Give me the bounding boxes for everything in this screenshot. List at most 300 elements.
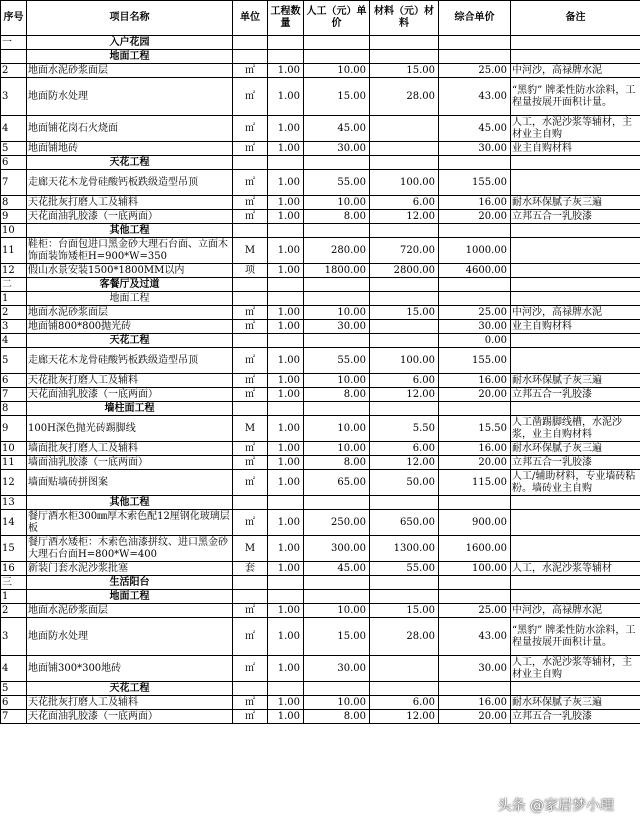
- row-item-name: 地面铺地砖: [27, 142, 233, 156]
- row-labor: [304, 224, 370, 238]
- row-labor: 15.00: [304, 618, 370, 656]
- row-item-name: 天花面油乳胶漆（一底两面）: [27, 710, 233, 724]
- row-unit: ㎡: [233, 618, 268, 656]
- row-material: 12.00: [370, 456, 439, 470]
- row-material: 650.00: [370, 510, 439, 536]
- col-header-material: 材料（元）材料: [370, 1, 439, 36]
- table-row: [1, 306, 640, 320]
- row-price: 16.00: [439, 696, 511, 710]
- row-price: [439, 224, 511, 238]
- row-note: 中河沙，高禄牌水泥: [511, 604, 640, 618]
- table-row: [1, 416, 640, 442]
- row-price: 45.00: [439, 116, 511, 142]
- row-unit: ㎡: [233, 78, 268, 116]
- row-price: 1000.00: [439, 238, 511, 264]
- table-row: [1, 388, 640, 402]
- row-item-name: 新装门套水泥沙浆批塞: [27, 562, 233, 576]
- row-item-name: 走廊天花木龙骨硅酸钙板跌级造型吊顶: [27, 170, 233, 196]
- row-unit: [233, 156, 268, 170]
- row-item-name: 天花批灰打磨人工及辅料: [27, 696, 233, 710]
- row-material: 15.00: [370, 64, 439, 78]
- row-unit: ㎡: [233, 210, 268, 224]
- row-note: [511, 590, 640, 604]
- row-note: [511, 348, 640, 374]
- row-labor: 45.00: [304, 116, 370, 142]
- row-qty: [268, 156, 304, 170]
- section-title: 生活阳台: [27, 576, 233, 590]
- row-qty: 1.00: [268, 348, 304, 374]
- table-row: [1, 710, 640, 724]
- col-header-qty: 工程数量: [268, 1, 304, 36]
- row-qty: 1.00: [268, 442, 304, 456]
- table-body: [1, 36, 640, 724]
- row-note: 立邦五合一乳胶漆: [511, 210, 640, 224]
- row-seq: 7: [1, 710, 27, 724]
- row-unit: [233, 496, 268, 510]
- row-item-name: 餐厅酒水柜300㎜厚木索色配12厘钢化玻璃层板: [27, 510, 233, 536]
- row-unit: [233, 278, 268, 292]
- row-unit: [233, 682, 268, 696]
- group-title: 墙柱面工程: [27, 402, 233, 416]
- row-labor: 10.00: [304, 306, 370, 320]
- row-qty: [268, 402, 304, 416]
- row-item-name: 地面铺300*300地砖: [27, 656, 233, 682]
- row-unit: [233, 590, 268, 604]
- row-seq: 11: [1, 456, 27, 470]
- row-seq: 12: [1, 470, 27, 496]
- row-labor: 10.00: [304, 696, 370, 710]
- row-unit: ㎡: [233, 388, 268, 402]
- table-row: [1, 170, 640, 196]
- row-note: [511, 496, 640, 510]
- row-price: [439, 682, 511, 696]
- row-item-name: 地面铺花岗石火烧面: [27, 116, 233, 142]
- row-unit: ㎡: [233, 374, 268, 388]
- row-qty: 1.00: [268, 456, 304, 470]
- row-seq: 8: [1, 196, 27, 210]
- row-qty: 1.00: [268, 210, 304, 224]
- row-labor: 250.00: [304, 510, 370, 536]
- row-unit: ㎡: [233, 116, 268, 142]
- table-row: [1, 618, 640, 656]
- row-labor: 8.00: [304, 210, 370, 224]
- row-labor: 10.00: [304, 196, 370, 210]
- row-price: 16.00: [439, 442, 511, 456]
- row-seq: 6: [1, 374, 27, 388]
- row-unit: ㎡: [233, 510, 268, 536]
- row-item-name: 地面防水处理: [27, 618, 233, 656]
- row-labor: 30.00: [304, 142, 370, 156]
- row-seq: 二: [1, 278, 27, 292]
- row-note: [511, 334, 640, 348]
- row-seq: 2: [1, 64, 27, 78]
- row-seq: 16: [1, 562, 27, 576]
- row-seq: 5: [1, 142, 27, 156]
- table-row: [1, 536, 640, 562]
- row-price: [439, 402, 511, 416]
- row-qty: 1.00: [268, 170, 304, 196]
- row-price: [439, 590, 511, 604]
- row-unit: ㎡: [233, 196, 268, 210]
- group-title: 其他工程: [27, 496, 233, 510]
- row-seq: 15: [1, 536, 27, 562]
- row-qty: 1.00: [268, 510, 304, 536]
- row-note: 耐水环保腻子灰三遍: [511, 696, 640, 710]
- table-row: [1, 562, 640, 576]
- group-title: 地面工程: [27, 590, 233, 604]
- row-price: 15.50: [439, 416, 511, 442]
- table-row: [1, 510, 640, 536]
- row-qty: 1.00: [268, 142, 304, 156]
- row-qty: 1.00: [268, 320, 304, 334]
- row-seq: 4: [1, 334, 27, 348]
- row-seq: 4: [1, 656, 27, 682]
- row-item-name: 天花面油乳胶漆（一底两面）: [27, 388, 233, 402]
- row-note: 耐水环保腻子灰三遍: [511, 196, 640, 210]
- row-material: [370, 142, 439, 156]
- row-seq: 9: [1, 416, 27, 442]
- row-material: 6.00: [370, 196, 439, 210]
- row-price: 20.00: [439, 210, 511, 224]
- row-labor: [304, 590, 370, 604]
- row-qty: [268, 590, 304, 604]
- row-note: [511, 264, 640, 278]
- row-price: 30.00: [439, 320, 511, 334]
- row-price: [439, 36, 511, 50]
- row-seq: 11: [1, 238, 27, 264]
- col-header-price: 综合单价: [439, 1, 511, 36]
- row-seq: 3: [1, 618, 27, 656]
- row-labor: 15.00: [304, 78, 370, 116]
- row-price: [439, 292, 511, 306]
- row-material: 55.00: [370, 562, 439, 576]
- row-seq: 10: [1, 442, 27, 456]
- row-qty: 1.00: [268, 710, 304, 724]
- row-price: 1600.00: [439, 536, 511, 562]
- row-material: [370, 590, 439, 604]
- col-header-item: 项目名称: [27, 1, 233, 36]
- section-row: [1, 36, 640, 50]
- row-labor: [304, 496, 370, 510]
- row-material: [370, 402, 439, 416]
- row-unit: ㎡: [233, 470, 268, 496]
- row-material: 100.00: [370, 348, 439, 374]
- group-row: [1, 50, 640, 64]
- row-qty: 1.00: [268, 78, 304, 116]
- table-row: [1, 374, 640, 388]
- col-header-seq: 序号: [1, 1, 27, 36]
- row-note: [511, 292, 640, 306]
- row-labor: 10.00: [304, 64, 370, 78]
- row-labor: [304, 36, 370, 50]
- row-note: 业主自购材料: [511, 142, 640, 156]
- row-qty: 1.00: [268, 618, 304, 656]
- row-labor: 8.00: [304, 710, 370, 724]
- row-material: 6.00: [370, 442, 439, 456]
- row-note: 中河沙，高禄牌水泥: [511, 306, 640, 320]
- row-qty: 1.00: [268, 64, 304, 78]
- row-seq: 6: [1, 696, 27, 710]
- row-qty: 1.00: [268, 306, 304, 320]
- row-unit: ㎡: [233, 604, 268, 618]
- table-row: [1, 320, 640, 334]
- row-seq: 三: [1, 576, 27, 590]
- row-unit: ㎡: [233, 456, 268, 470]
- row-material: [370, 36, 439, 50]
- row-unit: ㎡: [233, 64, 268, 78]
- row-qty: 1.00: [268, 562, 304, 576]
- row-qty: 1.00: [268, 238, 304, 264]
- row-note: “黑豹” 牌柔性防水涂料，工程量按展开面积计量。: [511, 618, 640, 656]
- row-seq: 1: [1, 292, 27, 306]
- table-row: [1, 604, 640, 618]
- table-row: [1, 696, 640, 710]
- row-unit: M: [233, 238, 268, 264]
- row-item-name: 100H深色抛光砖踢脚线: [27, 416, 233, 442]
- row-item-name: 鞋柜：台面包进口黑金砂大理石台面、立面木饰面装饰矮柜H=900*W=350: [27, 238, 233, 264]
- row-material: 28.00: [370, 618, 439, 656]
- row-price: [439, 278, 511, 292]
- row-qty: 1.00: [268, 656, 304, 682]
- row-item-name: 假山水景安装1500*1800MM以内: [27, 264, 233, 278]
- row-material: 50.00: [370, 470, 439, 496]
- row-seq: 2: [1, 604, 27, 618]
- row-qty: 1.00: [268, 604, 304, 618]
- row-qty: 1.00: [268, 264, 304, 278]
- row-qty: [268, 576, 304, 590]
- row-qty: 1.00: [268, 196, 304, 210]
- group-row: [1, 682, 640, 696]
- row-labor: 280.00: [304, 238, 370, 264]
- row-item-name: 天花批灰打磨人工及辅料: [27, 196, 233, 210]
- row-material: [370, 292, 439, 306]
- header-row: [1, 1, 640, 36]
- row-note: 人工，水泥沙浆等辅材，主材业主自购: [511, 116, 640, 142]
- row-material: 28.00: [370, 78, 439, 116]
- row-item-name: 地面水泥砂浆面层: [27, 604, 233, 618]
- row-price: 43.00: [439, 618, 511, 656]
- row-seq: 5: [1, 682, 27, 696]
- row-seq: 10: [1, 224, 27, 238]
- group-row: [1, 292, 640, 306]
- row-price: 0.00: [439, 334, 511, 348]
- row-labor: 55.00: [304, 170, 370, 196]
- row-unit: ㎡: [233, 710, 268, 724]
- row-labor: [304, 402, 370, 416]
- row-unit: ㎡: [233, 442, 268, 456]
- row-material: 12.00: [370, 710, 439, 724]
- watermark: 头条 @家居梦小理: [497, 798, 614, 814]
- row-seq: 6: [1, 156, 27, 170]
- group-title: 天花工程: [27, 334, 233, 348]
- row-labor: [304, 50, 370, 64]
- row-material: [370, 156, 439, 170]
- row-material: [370, 682, 439, 696]
- row-price: 100.00: [439, 562, 511, 576]
- group-row: [1, 334, 640, 348]
- row-seq: 14: [1, 510, 27, 536]
- row-seq: 1: [1, 590, 27, 604]
- row-price: 115.00: [439, 470, 511, 496]
- row-qty: [268, 224, 304, 238]
- group-row: [1, 402, 640, 416]
- row-qty: 1.00: [268, 536, 304, 562]
- row-material: [370, 50, 439, 64]
- row-note: 立邦五合一乳胶漆: [511, 710, 640, 724]
- row-price: [439, 156, 511, 170]
- row-labor: 10.00: [304, 442, 370, 456]
- row-labor: [304, 156, 370, 170]
- row-material: 100.00: [370, 170, 439, 196]
- row-qty: 1.00: [268, 374, 304, 388]
- row-labor: 10.00: [304, 416, 370, 442]
- section-row: [1, 576, 640, 590]
- row-note: [511, 170, 640, 196]
- row-note: 人工，水泥沙浆等辅材: [511, 562, 640, 576]
- row-item-name: 天花面油乳胶漆（一底两面）: [27, 210, 233, 224]
- row-item-name: 地面水泥砂浆面层: [27, 306, 233, 320]
- row-note: 立邦五合一乳胶漆: [511, 388, 640, 402]
- table-row: [1, 142, 640, 156]
- row-note: 耐水环保腻子灰三遍: [511, 374, 640, 388]
- row-item-name: 走廊天花木龙骨硅酸钙板跌级造型吊顶: [27, 348, 233, 374]
- row-seq: 5: [1, 348, 27, 374]
- row-price: 25.00: [439, 306, 511, 320]
- col-header-labor: 人工（元）单价: [304, 1, 370, 36]
- row-item-name: 餐厅酒水矮柜：木索色油漆拼纹、进口黑金砂大理石台面H=800*W=400: [27, 536, 233, 562]
- group-title: 天花工程: [27, 682, 233, 696]
- row-unit: 套: [233, 562, 268, 576]
- col-header-note: 备注: [511, 1, 640, 36]
- row-material: [370, 334, 439, 348]
- row-material: [370, 116, 439, 142]
- row-labor: 30.00: [304, 656, 370, 682]
- row-material: 15.00: [370, 604, 439, 618]
- row-seq: 3: [1, 320, 27, 334]
- row-price: 900.00: [439, 510, 511, 536]
- table-row: [1, 442, 640, 456]
- row-unit: [233, 36, 268, 50]
- row-price: 155.00: [439, 348, 511, 374]
- row-price: 20.00: [439, 388, 511, 402]
- row-item-name: 地面铺800*800抛光砖: [27, 320, 233, 334]
- row-material: [370, 656, 439, 682]
- row-item-name: 墙面油乳胶漆（一底两面）: [27, 456, 233, 470]
- row-unit: [233, 334, 268, 348]
- row-material: 5.50: [370, 416, 439, 442]
- row-note: 业主自购材料: [511, 320, 640, 334]
- row-note: 人工/辅助材料，专业墙砖粘粉。墙砖业主自购: [511, 470, 640, 496]
- table-row: [1, 264, 640, 278]
- row-unit: M: [233, 536, 268, 562]
- table-row: [1, 116, 640, 142]
- group-title: 天花工程: [27, 156, 233, 170]
- row-seq: 9: [1, 210, 27, 224]
- group-title: 地面工程: [27, 292, 233, 306]
- row-price: 25.00: [439, 604, 511, 618]
- row-labor: 65.00: [304, 470, 370, 496]
- row-unit: ㎡: [233, 696, 268, 710]
- table-row: [1, 470, 640, 496]
- row-note: [511, 510, 640, 536]
- row-seq: 7: [1, 388, 27, 402]
- row-unit: [233, 402, 268, 416]
- row-qty: [268, 278, 304, 292]
- row-seq: 8: [1, 402, 27, 416]
- row-qty: 1.00: [268, 116, 304, 142]
- table-row: [1, 656, 640, 682]
- row-material: 2800.00: [370, 264, 439, 278]
- row-qty: [268, 36, 304, 50]
- row-price: 43.00: [439, 78, 511, 116]
- row-unit: [233, 224, 268, 238]
- row-qty: [268, 682, 304, 696]
- row-material: [370, 320, 439, 334]
- row-item-name: 地面水泥砂浆面层: [27, 64, 233, 78]
- row-item-name: 墙面批灰打磨人工及辅料: [27, 442, 233, 456]
- row-material: [370, 224, 439, 238]
- row-price: 20.00: [439, 710, 511, 724]
- row-unit: ㎡: [233, 170, 268, 196]
- row-note: [511, 402, 640, 416]
- group-row: [1, 496, 640, 510]
- row-qty: 1.00: [268, 470, 304, 496]
- row-qty: 1.00: [268, 416, 304, 442]
- table-row: [1, 210, 640, 224]
- table-row: [1, 238, 640, 264]
- row-labor: 1800.00: [304, 264, 370, 278]
- row-material: 15.00: [370, 306, 439, 320]
- row-material: [370, 278, 439, 292]
- row-material: 12.00: [370, 210, 439, 224]
- row-material: [370, 496, 439, 510]
- row-material: 6.00: [370, 696, 439, 710]
- row-labor: 55.00: [304, 348, 370, 374]
- group-row: [1, 224, 640, 238]
- row-price: 155.00: [439, 170, 511, 196]
- table-row: [1, 64, 640, 78]
- table-row: [1, 78, 640, 116]
- row-seq: 2: [1, 306, 27, 320]
- row-material: 1300.00: [370, 536, 439, 562]
- row-material: 720.00: [370, 238, 439, 264]
- row-note: 耐水环保腻子灰三遍: [511, 442, 640, 456]
- row-seq: 13: [1, 496, 27, 510]
- row-labor: 10.00: [304, 374, 370, 388]
- row-note: [511, 536, 640, 562]
- row-unit: M: [233, 416, 268, 442]
- row-labor: 10.00: [304, 604, 370, 618]
- row-qty: 1.00: [268, 388, 304, 402]
- row-labor: 300.00: [304, 536, 370, 562]
- row-note: [511, 278, 640, 292]
- row-price: 4600.00: [439, 264, 511, 278]
- row-price: 16.00: [439, 374, 511, 388]
- row-unit: ㎡: [233, 656, 268, 682]
- row-unit: 项: [233, 264, 268, 278]
- row-labor: [304, 682, 370, 696]
- row-item-name: 地面防水处理: [27, 78, 233, 116]
- table-row: [1, 196, 640, 210]
- row-note: [511, 238, 640, 264]
- row-material: [370, 576, 439, 590]
- row-seq: 12: [1, 264, 27, 278]
- row-unit: [233, 576, 268, 590]
- row-unit: ㎡: [233, 320, 268, 334]
- row-qty: [268, 334, 304, 348]
- row-price: 25.00: [439, 64, 511, 78]
- row-labor: [304, 292, 370, 306]
